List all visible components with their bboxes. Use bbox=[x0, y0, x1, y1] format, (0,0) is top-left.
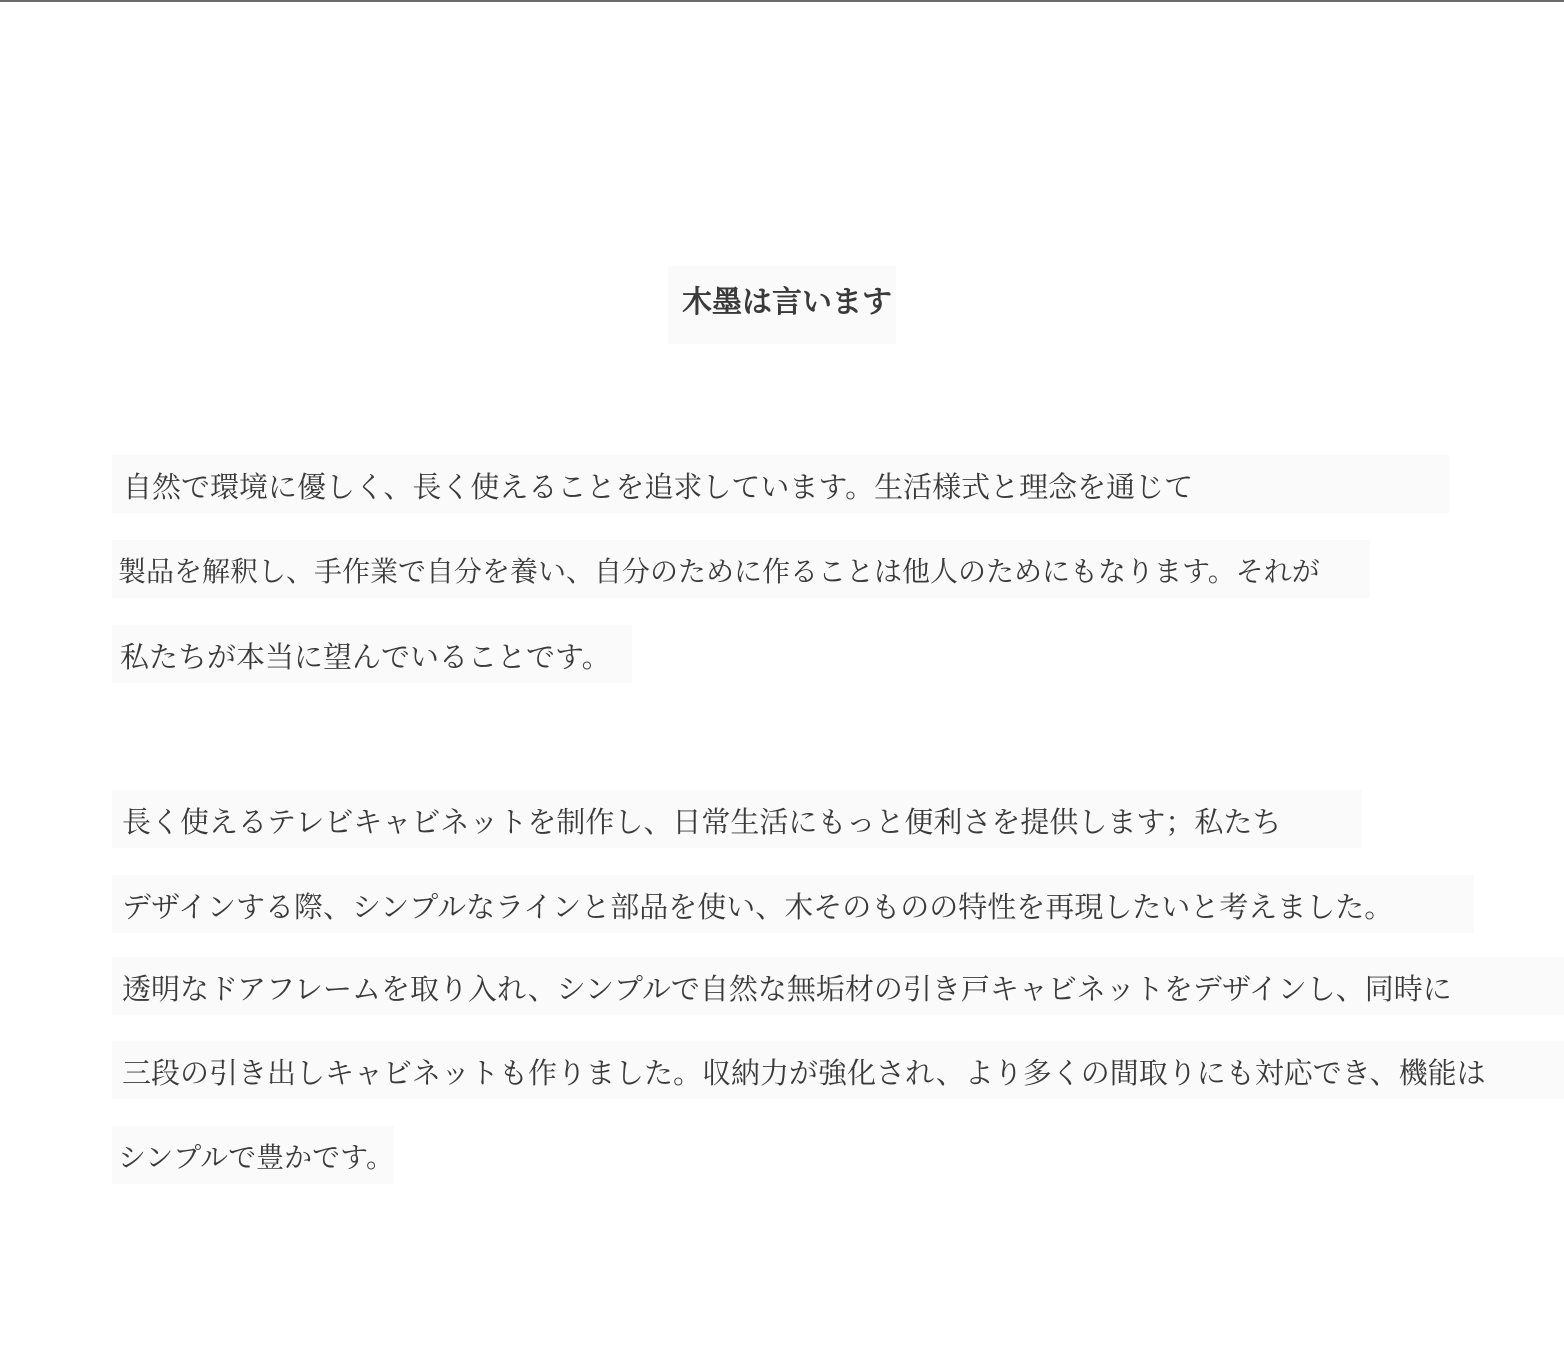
text-line: シンプルで豊かです。 bbox=[118, 1141, 394, 1174]
text-line: 透明なドアフレームを取り入れ、シンプルで自然な無垢材の引き戸キャビネットをデザインし、同時に bbox=[122, 972, 1452, 1006]
text-line: 長く使えるテレビキャビネットを制作し、日常生活にもっと便利さを提供します；私たち bbox=[122, 805, 1282, 839]
text-line: 自然で環境に優しく、長く使えることを追求しています。生活様式と理念を通じて bbox=[123, 470, 1194, 504]
text-line: デザインする際、シンプルなラインと部品を使い、木そのものの特性を再現したいと考えました。 bbox=[122, 890, 1394, 924]
text-line: 三段の引き出しキャビネットも作りました。収納力が強化され、より多くの間取りにも対応でき、機能は bbox=[122, 1056, 1486, 1090]
top-divider bbox=[0, 0, 1564, 2]
page-title: 木墨は言います bbox=[682, 285, 892, 320]
text-line: 私たちが本当に望んでいることです。 bbox=[120, 640, 611, 674]
text-line: 製品を解釈し、手作業で自分を養い、自分のために作ることは他人のためにもなります。それが bbox=[118, 555, 1320, 588]
